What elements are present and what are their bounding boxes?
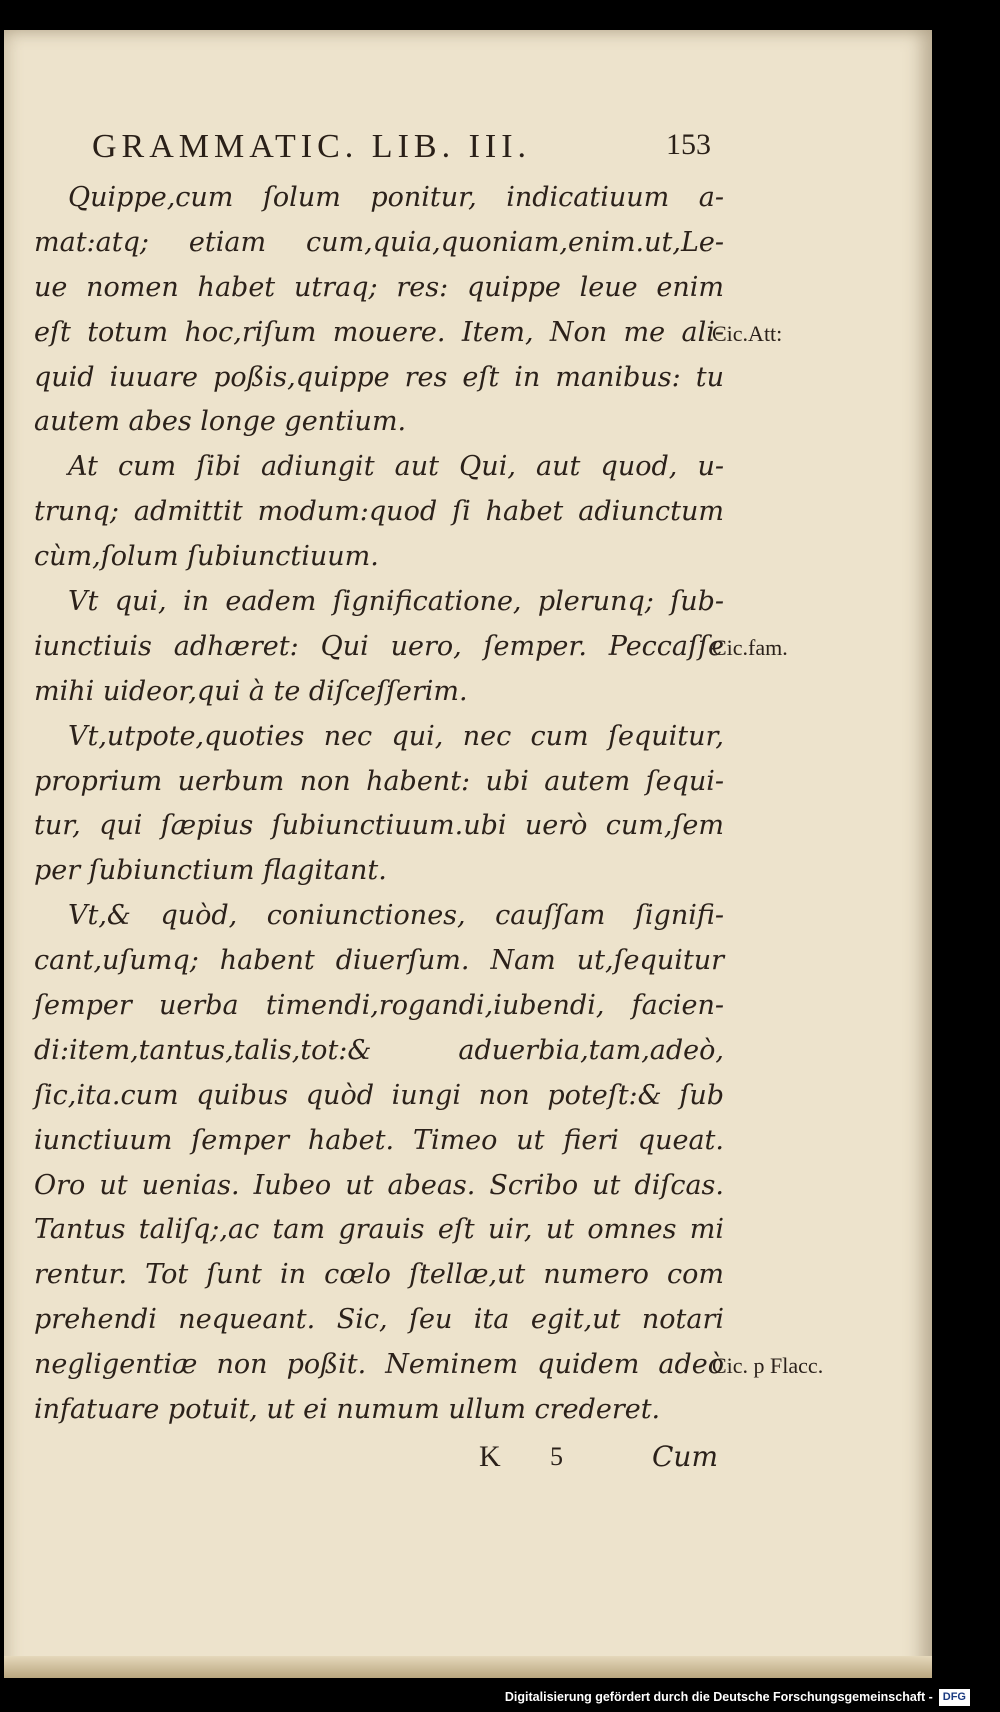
text-line: mihi uideor,qui à te diſceſſerim. [34, 675, 468, 707]
text-line: Tantus taliſq;,ac tam grauis eſt uir, ut omnes mi [34, 1214, 724, 1246]
text-line: mat:atq; etiam cum,quia,quoniam,enim.ut,Le- [34, 226, 724, 258]
text-line: ſemper uerba timendi,rogandi,iubendi, facien- [34, 990, 724, 1022]
text-line: Vt qui, in eadem ſignificatione, plerunq; ſub- [68, 586, 724, 618]
text-line: proprium uerbum non habent: ubi autem ſequi- [34, 765, 724, 797]
text-line: iunctiuis adhæret: Qui uero, ſemper. Peccaſſe [34, 630, 724, 662]
digitization-credit [505, 1684, 970, 1710]
body-text [34, 176, 724, 1433]
text-line: autem abes longe gentium. [34, 406, 407, 438]
text-line: tur, qui ſæpius ſubiunctiuum.ubi uerò cum,ſem [34, 810, 724, 842]
text-line: Oro ut uenias. Iubeo ut abeas. Scribo ut diſcas. [34, 1169, 724, 1201]
margin-note: Cic. p Flacc. [712, 1353, 824, 1379]
text-line: infatuare potuit, ut ei numum ullum crederet. [34, 1394, 661, 1426]
dfg-logo: DFG [939, 1689, 970, 1706]
text-line: iunctiuum ſemper habet. Timeo ut fieri queat. [34, 1124, 724, 1156]
text-line: cùm,ſolum ſubiunctiuum. [34, 541, 379, 573]
text-line: Vt,& quòd, coniunctiones, cauſſam ſignifi- [68, 900, 724, 932]
text-line: prehendi nequeant. Sic, ſeu ita egit,ut notari [34, 1304, 724, 1336]
text-line: quid iuuare poßis,quippe res eſt in manibus: tu [34, 361, 724, 393]
text-line: Quippe,cum ſolum ponitur, indicatiuum a- [68, 182, 724, 213]
text-line: ue nomen habet utraq; res: quippe leue enim [34, 271, 724, 303]
catchword: Cum [652, 1440, 719, 1473]
text-line: di:item,tantus,talis,tot:& aduerbia,tam,adeò, [34, 1034, 724, 1066]
page-footer [4, 1440, 932, 1490]
text-line: trunq; admittit modum:quod ſi habet adiunctum [34, 496, 724, 528]
page-number: 153 [666, 128, 711, 161]
text-line: per ſubiunctium flagitant. [34, 855, 387, 887]
signature-mark-number: 5 [550, 1442, 563, 1471]
signature-mark-letter: K [479, 1440, 501, 1473]
text-line: rentur. Tot ſunt in cœlo ſtellæ,ut numero com [34, 1259, 724, 1291]
running-title: GRAMMATIC. LIB. III. [92, 128, 532, 165]
page-header [4, 128, 932, 172]
margin-note: Cic.fam. [712, 635, 788, 660]
book-page [4, 30, 932, 1678]
text-line: negligentiæ non poßit. Neminem quidem adeò [34, 1349, 724, 1381]
credit-text: Digitalisierung gefördert durch die Deutsche Forschungsgemeinschaft - [504, 1690, 933, 1704]
text-line: ſic,ita.cum quibus quòd iungi non poteſt:& ſub [34, 1079, 724, 1111]
text-line: Vt,utpote,quoties nec qui, nec cum ſequitur, [68, 720, 724, 752]
text-line: At cum ſibi adiungit aut Qui, aut quod, u- [68, 451, 724, 483]
margin-note: Cic.Att: [712, 320, 783, 346]
text-line: eſt totum hoc,riſum mouere. Item, Non me ali- [34, 316, 724, 348]
text-line: cant,uſumq; habent diuerſum. Nam ut,ſequitur [34, 945, 724, 977]
